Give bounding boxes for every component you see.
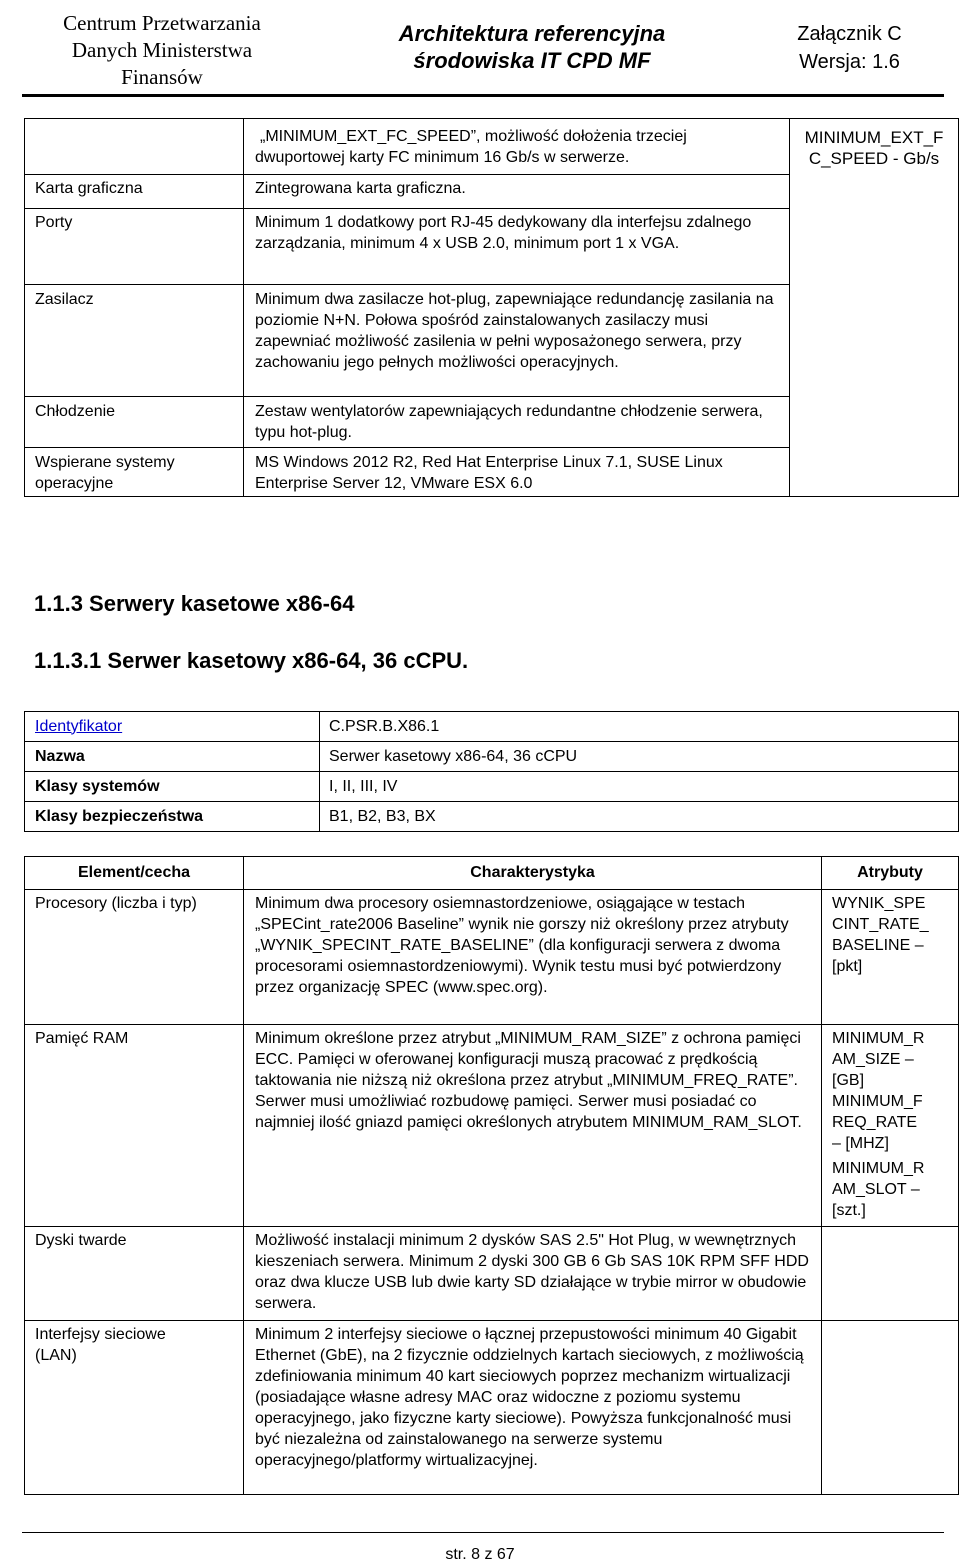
org-line-3: Finansów <box>121 65 203 89</box>
fc-speed-text-line-2: dwuportowej karty FC minimum 16 Gb/s w serwerze. <box>255 149 630 166</box>
column-header-characteristics: Charakterystyka <box>244 857 822 890</box>
characteristics-cell: Minimum 2 interfejsy sieciowe o łącznej przepustowości minimum 40 Gigabit Ethernet (GbE), na 2 fizycznie oddzielnych kartach sieciowych, z możliwością zdefiniowania minimum 40 kart sieciowych poprzez mechanizm wirtualizacji (posiadające własne adresy MAC oraz widoczne z poziomu systemu operacyjnego, jako fizyczne karty sieciowe). Powyższa funkcjonalność musi być niezależna od zainstalowanego na serwerze systemu operacyjnego/platformy wirtualizacyjnej. <box>244 1321 822 1495</box>
row-label: Wspierane systemy operacyjne <box>25 448 244 497</box>
table-row <box>25 802 959 832</box>
spec-table-continued <box>24 118 959 497</box>
system-classes-label: Klasy systemów <box>25 772 320 802</box>
row-text: MS Windows 2012 R2, Red Hat Enterprise Linux 7.1, SUSE Linux Enterprise Server 12, VMware ESX 6.0 <box>244 448 790 497</box>
table-header-row <box>25 857 959 890</box>
fc-speed-text-line-1: „MINIMUM_EXT_FC_SPEED”, możliwość dołożenia trzeciej <box>260 128 687 145</box>
identifier-value: C.PSR.B.X86.1 <box>320 712 959 742</box>
attribute-line: AM_SLOT – <box>832 1181 920 1198</box>
attribute-line: MINIMUM_R <box>832 1160 925 1177</box>
name-label: Nazwa <box>25 742 320 772</box>
security-classes-label: Klasy bezpieczeństwa <box>25 802 320 832</box>
characteristics-cell: Możliwość instalacji minimum 2 dysków SAS 2.5" Hot Plug, w wewnętrznych kieszeniach serwera. Minimum 2 dyski 300 GB 6 Gb SAS 10K RPM SFF HDD oraz dwa klucze USB lub dwie karty SD działające w trybie mirror w obudowie serwera. <box>244 1227 822 1321</box>
page-header <box>22 6 944 97</box>
row-label: Chłodzenie <box>25 397 244 448</box>
column-header-element: Element/cecha <box>25 857 244 890</box>
attr-line-1: MINIMUM_EXT_F <box>804 128 944 147</box>
identifier-label-cell <box>25 712 320 742</box>
title-line-2: środowiska IT CPD MF <box>413 48 651 73</box>
element-cell: Interfejsy sieciowe (LAN) <box>25 1321 244 1495</box>
attribute-line: [szt.] <box>832 1202 866 1219</box>
attribute-line: CINT_RATE_ <box>832 916 929 933</box>
element-cell: Dyski twarde <box>25 1227 244 1321</box>
characteristics-table <box>24 856 959 1495</box>
attributes-cell <box>822 890 959 1025</box>
row-text: Minimum 1 dodatkowy port RJ-45 dedykowany dla interfejsu zdalnego zarządzania, minimum 4 x USB 2.0, minimum port 1 x VGA. <box>244 209 790 285</box>
table-row <box>25 890 959 1025</box>
table-row <box>25 1025 959 1227</box>
organization-name <box>32 10 292 91</box>
row-label: Karta graficzna <box>25 175 244 209</box>
system-classes-value: I, II, III, IV <box>320 772 959 802</box>
row-text: Minimum dwa zasilacze hot-plug, zapewniające redundancję zasilania na poziomie N+N. Połowa spośród zainstalowanych zasilaczy musi zapewniać możliwość zasilenia w pełni wyposażonego serwera, przy zachowaniu jego pełnych możliwości operacyjnych. <box>244 285 790 397</box>
element-cell: Pamięć RAM <box>25 1025 244 1227</box>
attributes-cell <box>822 1025 959 1227</box>
row-text: Zestaw wentylatorów zapewniających redundantne chłodzenie serwera, typu hot-plug. <box>244 397 790 448</box>
attribute-line: MINIMUM_F <box>832 1093 923 1110</box>
row-label-cell <box>25 119 244 175</box>
row-text: Zintegrowana karta graficzna. <box>244 175 790 209</box>
table-row <box>25 712 959 742</box>
attribute-line: REQ_RATE <box>832 1114 918 1131</box>
row-label: Porty <box>25 209 244 285</box>
column-header-attributes: Atrybuty <box>822 857 959 890</box>
row-label: Zasilacz <box>25 285 244 397</box>
row-attr-cell <box>790 119 959 497</box>
attribute-line: BASELINE – <box>832 937 924 954</box>
subsection-heading: 1.1.3.1 Serwer kasetowy x86-64, 36 cCPU. <box>34 648 469 673</box>
element-cell: Procesory (liczba i typ) <box>25 890 244 1025</box>
document-meta <box>757 20 942 76</box>
attribute-line: MINIMUM_R <box>832 1030 925 1047</box>
attribute-line: [pkt] <box>832 958 863 975</box>
attr-line-2: C_SPEED - Gb/s <box>808 149 940 168</box>
document-title <box>322 20 742 74</box>
footer-rule <box>22 1532 944 1533</box>
identifier-link[interactable]: Identyfikator <box>35 717 123 735</box>
attributes-cell <box>822 1227 959 1321</box>
identification-table <box>24 711 959 832</box>
table-row <box>25 1227 959 1321</box>
attributes-cell <box>822 1321 959 1495</box>
attribute-line: [GB] <box>832 1072 865 1089</box>
name-value: Serwer kasetowy x86-64, 36 cCPU <box>320 742 959 772</box>
org-line-1: Centrum Przetwarzania <box>63 11 261 35</box>
attribute-line: AM_SIZE – <box>832 1051 914 1068</box>
section-heading: 1.1.3 Serwery kasetowe x86-64 <box>34 591 355 616</box>
characteristics-cell: Minimum dwa procesory osiemnastordzeniowe, osiągające w testach „SPECint_rate2006 Baseline” wynik nie gorszy niż określony przez atrybuty „WYNIK_SPECINT_RATE_BASELINE” (dla konfiguracji serwera z dwoma procesorami osiemnastordzeniowymi). Wynik testu musi być potwierdzony przez organizację SPEC (www.spec.org). <box>244 890 822 1025</box>
row-text-cell <box>244 119 790 175</box>
characteristics-cell: Minimum określone przez atrybut „MINIMUM_RAM_SIZE” z ochrona pamięci ECC. Pamięci w oferowanej konfiguracji muszą pracować z prędkością taktowania nie niższą niż określona przez atrybut „MINIMUM_FREQ_RATE”. Serwer musi umożliwiać rozbudowę pamięci. Serwer musi posiadać co najmniej ilość gniazd pamięci określonych atrybutem MINIMUM_RAM_SLOT. <box>244 1025 822 1227</box>
title-line-1: Architektura referencyjna <box>398 21 666 46</box>
attachment-label: Załącznik C <box>797 23 902 45</box>
page-number: str. 8 z 67 <box>445 1546 515 1563</box>
table-row <box>25 119 959 175</box>
version-label: Wersja: 1.6 <box>799 51 900 73</box>
table-row <box>25 772 959 802</box>
attribute-line: – [MHZ] <box>832 1135 889 1152</box>
security-classes-value: B1, B2, B3, BX <box>320 802 959 832</box>
attribute-line: WYNIK_SPE <box>832 895 926 912</box>
table-row <box>25 1321 959 1495</box>
table-row <box>25 742 959 772</box>
org-line-2: Danych Ministerstwa <box>71 38 253 62</box>
